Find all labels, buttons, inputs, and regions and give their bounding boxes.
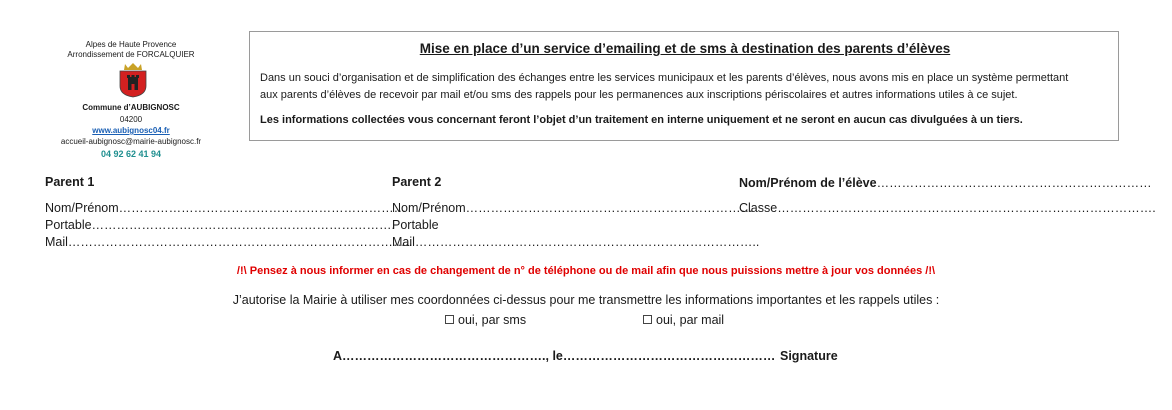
- town-crest-icon: [116, 62, 150, 98]
- parent1-mobile-field[interactable]: Portable……………………………………………………………….: [45, 218, 396, 232]
- parent2-mail-field[interactable]: Mail………………………………………………………………………..: [392, 235, 760, 249]
- contact-phone: 04 92 62 41 94: [100, 149, 162, 159]
- parent1-heading: Parent 1: [45, 175, 95, 189]
- sms-option-label: oui, par sms: [458, 313, 527, 327]
- region-label: Alpes de Haute Provence: [85, 40, 177, 49]
- postal-code: 04200: [119, 115, 143, 124]
- consent-mail-option[interactable]: [643, 312, 724, 329]
- student-name-dots: …………………………………………………………: [876, 176, 1152, 190]
- privacy-statement: Les informations collectées vous concernant feront l’objet d’un traitement en interne uniquement et ne seront en aucun cas divulguées à un tiers.: [260, 114, 1023, 126]
- commune-name: Commune d’AUBIGNOSC: [82, 103, 180, 112]
- contact-email: accueil-aubignosc@mairie-aubignosc.fr: [60, 137, 202, 146]
- parent1-mail-field[interactable]: Mail………………………………………………………………………..: [45, 235, 413, 249]
- parent2-mobile-field[interactable]: Portable: [392, 218, 439, 232]
- arrondissement-label: Arrondissement de FORCALQUIER: [67, 50, 195, 59]
- website-link[interactable]: www.aubignosc04.fr: [92, 126, 170, 135]
- signature-label: Signature: [780, 349, 838, 363]
- parent2-name-field[interactable]: Nom/Prénom……………………………………………………………: [392, 201, 754, 215]
- notice-paragraph-line: aux parents d’élèves de recevoir par mail et/ou sms des rappels pour les permanences aux inscriptions périscolaires et autres informations utiles à ce sujet.: [260, 89, 1018, 101]
- student-heading: Nom/Prénom de l’élève: [739, 176, 877, 190]
- consent-sms-option[interactable]: [445, 312, 526, 329]
- student-class-field[interactable]: Classe……………………………………………………………………………….: [739, 201, 1156, 215]
- notice-paragraph: [260, 70, 1110, 104]
- sms-checkbox[interactable]: [445, 315, 454, 324]
- notice-title: Mise en place d’un service d’emailing et de sms à destination des parents d’élèves: [419, 41, 951, 56]
- mail-checkbox[interactable]: [643, 315, 652, 324]
- notice-paragraph-line: Dans un souci d’organisation et de simplification des échanges entre les services municipaux et les parents d’élèves, nous avons mis en place un système permettant: [260, 72, 1069, 84]
- parent2-heading: Parent 2: [392, 175, 442, 189]
- notice-box: [249, 31, 1119, 141]
- place-date-field[interactable]: A…………………………………………., le……………………………………………: [333, 349, 776, 363]
- parent1-name-field[interactable]: Nom/Prénom……………………………………………………………: [45, 201, 407, 215]
- mail-option-label: oui, par mail: [656, 313, 725, 327]
- student-name-field[interactable]: [739, 175, 1152, 192]
- consent-text: J’autorise la Mairie à utiliser mes coordonnées ci-dessus pour me transmettre les informations importantes et les rappels utiles :: [232, 293, 940, 307]
- warning-notice: /!\ Pensez à nous informer en cas de changement de n° de téléphone ou de mail afin que nous puissions mettre à jour vos données /!\: [236, 265, 936, 277]
